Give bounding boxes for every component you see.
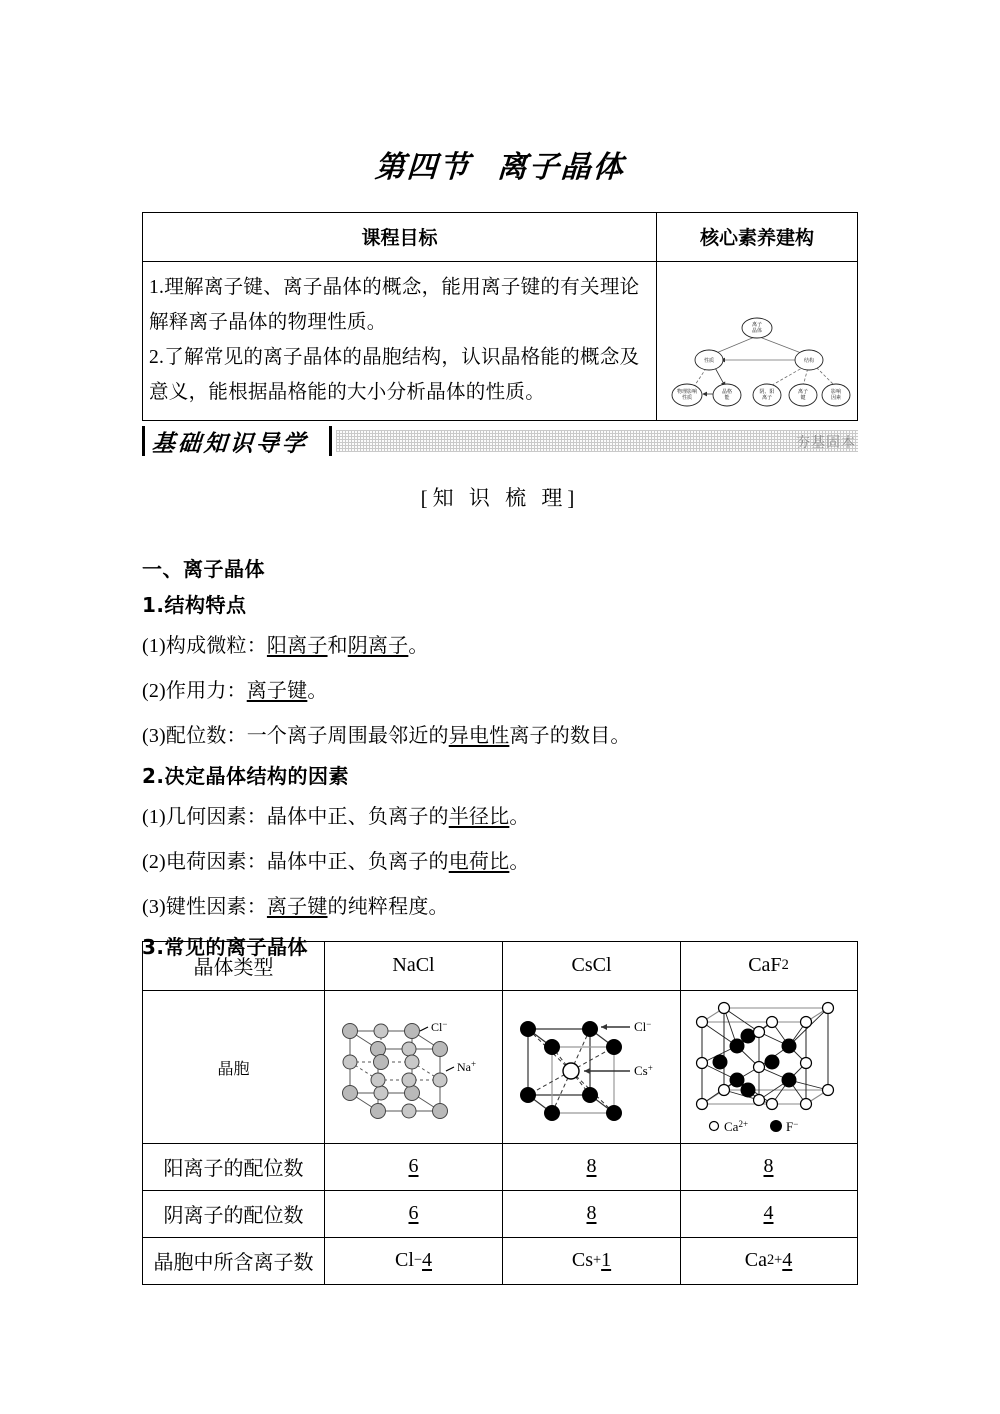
nacl-label-na: Na+ [456,1059,476,1074]
objectives-table-header [143,213,857,262]
list-item [142,669,858,714]
cell-value-ion-count: Cl − 4 [325,1238,503,1284]
svg-text:离子: 离子 [761,395,773,401]
item-prefix: (3)配位数： [142,725,247,747]
title-name: 离子晶体 [495,150,626,185]
fill-blank: 离子键 [246,680,308,702]
cscl-label-cs: Cs+ [633,1063,653,1078]
cscl-figure [503,991,680,1143]
svg-text:阴、阳: 阴、阳 [759,389,775,395]
list-item [142,885,858,930]
objective-line: 2.了解常见的离子晶体的晶胞结构，认识晶格能的概念及 [149,347,640,368]
banner-title: 基础知识导学 [150,431,309,457]
banner-left-rule [142,426,145,456]
banner-hatch-pattern [336,430,858,452]
row-label-unit-cell: 晶胞 [143,991,325,1143]
crystal-comparison-table [142,941,858,1285]
item-prefix: (3)键性因素： [142,896,267,918]
objective-line: 解释离子晶体的物理性质。 [149,312,387,333]
cell-value: 6 [325,1144,503,1190]
column-header-type: 晶体类型 [143,942,325,990]
row-label-cation-coordination: 阳离子的配位数 [143,1144,325,1190]
caf2-legend-ca: $Ca^{2+}$ [723,1119,748,1134]
svg-text:性质: 性质 [703,358,715,364]
knowledge-review-heading: [知 识 梳 理] [420,486,580,510]
svg-text:晶格: 晶格 [721,389,733,395]
caf2-unitcell-cell [681,991,856,1143]
cell-value: 8 [763,1155,774,1177]
fill-blank: 半径比 [448,806,510,828]
svg-text:离子: 离子 [751,322,763,328]
caf2-subscript: 2 [781,957,789,973]
cell-value-ion-count: Cs + 1 [503,1238,681,1284]
caf2-figure [681,991,856,1143]
table-unitcell-row [143,991,857,1144]
cell-value: 8 [503,1191,681,1237]
column-header-caf2 [681,942,856,990]
cscl-unitcell-cell [503,991,681,1143]
column-header-nacl: NaCl [325,942,503,990]
item-text: 离子的数目。 [509,725,631,747]
fill-blank: 异电性 [448,725,510,747]
page-title [0,142,1000,186]
item-text: 和 [327,635,348,657]
core-literacy-cell [657,262,857,420]
objectives-table-body [143,262,857,420]
subheading-structure-features: 1.结构特点 [142,593,247,617]
subheading-common-ionic-crystals: 3.常见的离子晶体 [142,935,309,959]
heading-ionic-crystal: 一、离子晶体 [142,557,265,581]
item-text: 。 [509,806,530,828]
banner-subtitle: 夯基固本 [796,435,856,451]
svg-text:结构: 结构 [803,358,815,364]
table-header-row [143,942,857,991]
svg-text:键: 键 [800,395,806,401]
cell-value-ion-count: Ca 2+ 4 [744,1249,793,1271]
item-text: 晶体中正、负离子的 [266,851,449,873]
fill-blank: 阳离子 [266,635,328,657]
svg-text:离子: 离子 [797,389,809,395]
fill-blank: 电荷比 [448,851,510,873]
list-item [142,714,858,759]
fill-blank: 阴离子 [347,635,409,657]
nacl-unitcell-cell [325,991,503,1143]
item-text: 。 [307,680,328,702]
row-label-ion-count: 晶胞中所含离子数 [143,1238,325,1284]
item-prefix: (2)电荷因素： [142,851,267,873]
subheading-structure-factors: 2.决定晶体结构的因素 [142,764,350,788]
item-prefix: (1)几何因素： [142,806,267,828]
svg-text:因素: 因素 [830,395,842,401]
table-row [143,1144,857,1191]
list-item [142,624,858,669]
item-text: 。 [408,635,429,657]
item-text: 一个离子周围最邻近的 [246,725,449,747]
banner-right-rule [329,426,332,456]
section-banner [142,424,858,460]
cell-value: 8 [503,1144,681,1190]
column-header-cscl: CsCl [503,942,681,990]
caf2-base: CaF [748,954,782,976]
caf2-legend [709,1119,798,1134]
svg-text:性质: 性质 [681,395,693,401]
objectives-header-left: 课程目标 [143,213,657,261]
objective-line: 意义，能根据晶格能的大小分析晶体的性质。 [149,382,546,403]
svg-text:影响: 影响 [830,389,842,395]
concept-map-diagram [663,314,851,418]
objectives-list [143,262,657,420]
caf2-legend-f: F− [785,1119,798,1134]
body-content [142,552,858,966]
cell-value: 4 [763,1202,774,1224]
title-section: 第四节 [373,150,472,185]
item-prefix: (1)构成微粒： [142,635,267,657]
list-item [142,795,858,840]
item-text: 。 [509,851,530,873]
table-row [143,1238,857,1284]
fill-blank: 离子键 [266,896,328,918]
list-item [142,840,858,885]
svg-text:物理影响: 物理影响 [676,389,698,395]
objectives-header-right: 核心素养建构 [699,227,814,249]
nacl-figure [325,991,502,1143]
cscl-label-cl: Cl− [633,1019,651,1034]
svg-text:晶体: 晶体 [751,328,763,334]
cell-value: 6 [325,1191,503,1237]
objective-line: 1.理解离子键、离子晶体的概念，能用离子键的有关理论 [149,277,640,298]
item-prefix: (2)作用力： [142,680,247,702]
svg-text:能: 能 [724,395,730,401]
objectives-table [142,212,858,421]
item-text: 晶体中正、负离子的 [266,806,449,828]
table-row [143,1191,857,1238]
nacl-label-cl: Cl− [430,1019,447,1034]
item-text: 的纯粹程度。 [327,896,449,918]
row-label-anion-coordination: 阴离子的配位数 [143,1191,325,1237]
